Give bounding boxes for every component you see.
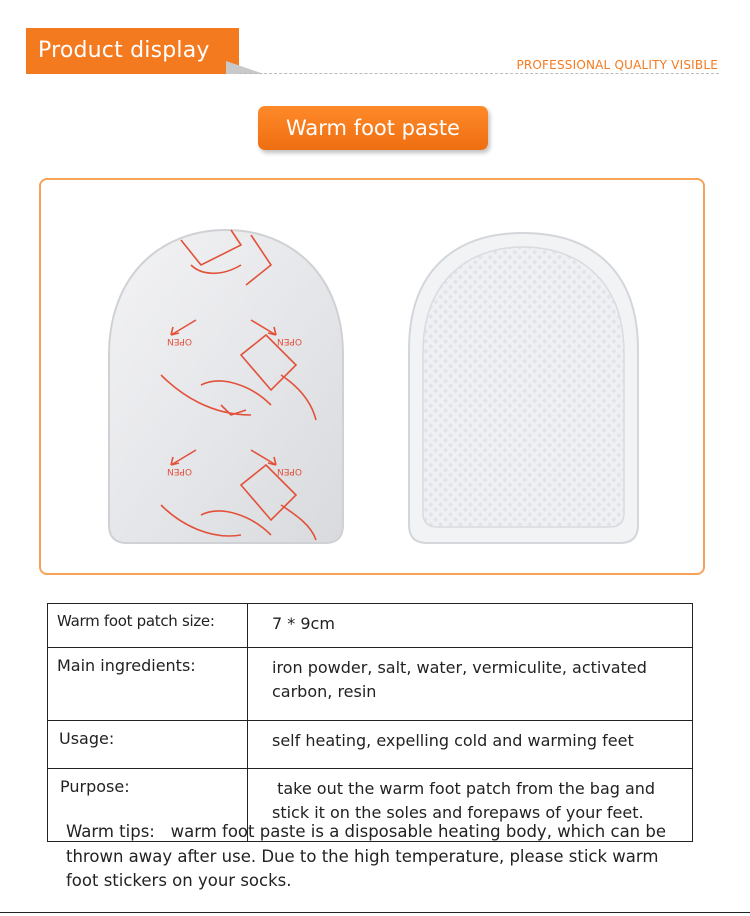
spec-table [47,603,693,842]
patch-front-image [101,225,351,545]
spec-label-usage: Usage: [48,721,248,769]
warm-tips-text: Warm tips: warm foot paste is a disposable heating body, which can be thrown away after use. Due to the high temperature, please stick warm foot stickers on your socks. [66,822,672,890]
product-name-pill: Warm foot paste [258,106,488,150]
open-print-text-4: OPEN [277,466,302,476]
patch-back-image [401,225,646,545]
spec-value-usage: self heating, expelling cold and warming feet [248,721,693,769]
spec-value-size: 7 * 9cm [248,604,693,648]
bottom-divider [0,912,750,913]
spec-value-purpose: take out the warm foot patch from the bag and stick it on the soles and forepaws of your feet. [248,769,693,842]
spec-value-ingredients: iron powder, salt, water, vermiculite, activated carbon, resin [248,648,693,721]
table-row [48,604,693,648]
patch-front-shape [109,230,343,543]
header-tagline: PROFESSIONAL QUALITY VISIBLE [516,58,718,72]
spec-label-ingredients: Main ingredients: [48,648,248,721]
open-print-text-1: OPEN [167,336,192,346]
open-print-text-2: OPEN [277,336,302,346]
patch-back-texture [423,247,624,527]
section-title: Product display [38,38,210,63]
table-row [48,648,693,721]
header-dashed-divider [239,73,719,74]
section-title-bar [26,28,239,74]
table-row [48,721,693,769]
spec-label-size: Warm foot patch size: [48,604,248,648]
product-photo-frame [39,178,705,575]
spec-label-purpose: Purpose: [48,769,248,842]
open-print-text-3: OPEN [167,466,192,476]
